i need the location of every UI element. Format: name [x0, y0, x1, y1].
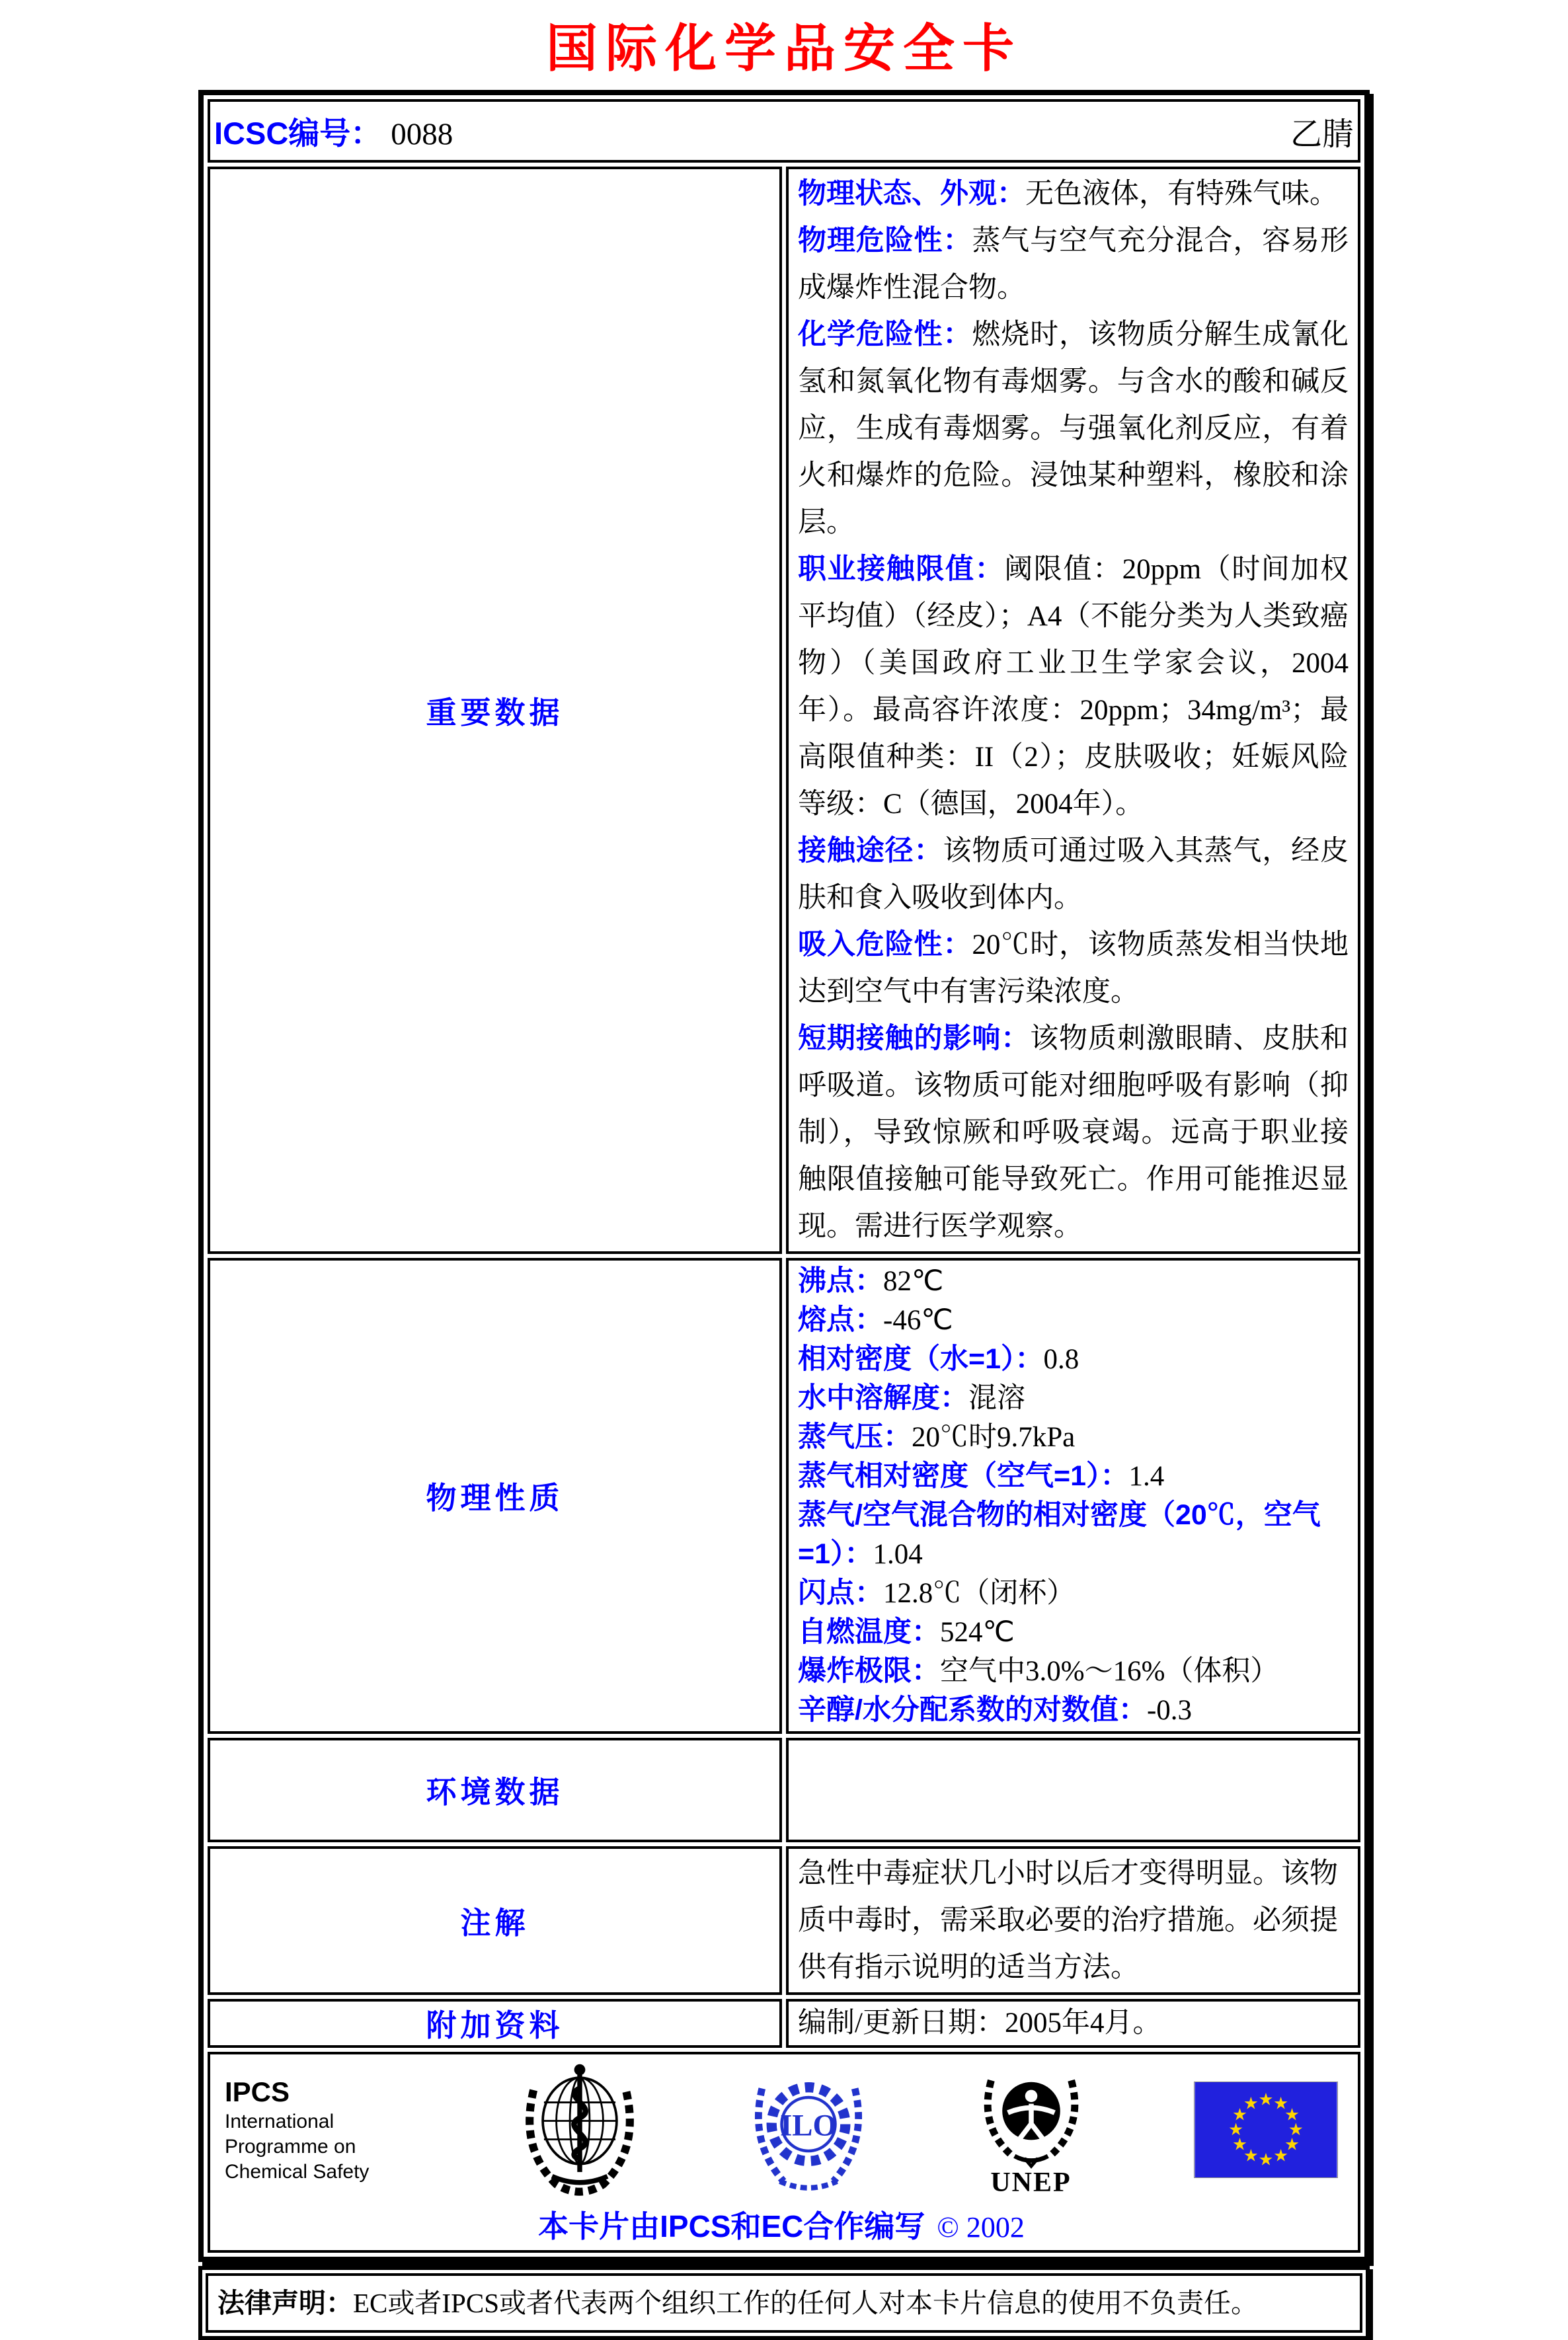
property-value: 0.8 [1043, 1344, 1079, 1375]
ipcs-text-block [225, 2075, 410, 2185]
important-data-content [786, 167, 1360, 1254]
important-data-item [798, 311, 1349, 546]
row-label-environmental-data: 环境数据 [208, 1738, 782, 1842]
property-value: 1.4 [1128, 1461, 1165, 1492]
row-label-physical-properties: 物理性质 [208, 1258, 782, 1734]
property-label: 水中溶解度： [798, 1382, 968, 1414]
legal-notice-table [198, 2266, 1370, 2340]
property-line [798, 1262, 1349, 1301]
additional-info-text: 编制/更新日期：2005年4月。 [798, 2008, 1161, 2039]
organizations-footer [208, 2052, 1360, 2253]
property-label: 蒸气相对密度（空气=1）： [798, 1460, 1129, 1492]
icsc-card-table [198, 90, 1370, 2262]
property-line [798, 1691, 1349, 1730]
property-label: 蒸气压： [798, 1421, 912, 1453]
important-data-item [798, 921, 1349, 1015]
property-value: 混溶 [968, 1383, 1025, 1414]
svg-text:★: ★ [1273, 2146, 1289, 2166]
property-line [798, 1574, 1349, 1613]
svg-text:ILO: ILO [780, 2107, 837, 2142]
item-label: 物理状态、外观： [798, 178, 1025, 210]
property-line [798, 1457, 1349, 1496]
physical-properties-content [786, 1258, 1360, 1734]
item-text: 该物质刺激眼睛、皮肤和呼吸道。该物质可能对细胞呼吸有影响（抑制），导致惊厥和呼吸衰竭。远高于职业接触限值接触可能导致死亡。作用可能推迟显现。需进行医学观察。 [798, 1023, 1349, 1242]
page-title: 国际化学品安全卡 [545, 20, 1022, 77]
property-value: 12.8℃（闭杯） [883, 1578, 1076, 1609]
row-label-important-data: 重要数据 [208, 167, 782, 1254]
legal-notice-label: 法律声明： [217, 2288, 353, 2318]
svg-text:★: ★ [1232, 2134, 1248, 2155]
svg-text:★: ★ [1228, 2120, 1244, 2140]
property-value: 82℃ [883, 1266, 944, 1297]
item-text: 蒸气与空气充分混合，容易形成爆炸性混合物。 [798, 225, 1349, 303]
caption-text: 本卡片由IPCS和EC合作编写 [538, 2209, 925, 2243]
card-header-row [208, 99, 1360, 163]
property-label: 熔点： [798, 1304, 883, 1336]
ipcs-line: Programme on [225, 2136, 356, 2158]
property-value: -0.3 [1146, 1695, 1193, 1726]
svg-text:★: ★ [1284, 2105, 1300, 2125]
ipcs-line: Chemical Safety [225, 2161, 370, 2183]
svg-text:★: ★ [1243, 2146, 1259, 2166]
property-line [798, 1613, 1349, 1652]
property-line [798, 1301, 1349, 1340]
svg-text:★: ★ [1284, 2134, 1300, 2155]
item-text: 阈限值：20ppm（时间加权平均值）（经皮）；A4（不能分类为人类致癌物）（美国政府工业卫生学家会议，2004年）。最高容许浓度：20ppm；34mg/m³；最高限值种类：II（2）；皮肤吸收；妊娠风险等级：C（德国，2004年）。 [798, 554, 1349, 820]
icsc-number-label: ICSC编号： [214, 115, 382, 151]
cooperation-caption [225, 2203, 1338, 2246]
svg-text:★: ★ [1273, 2093, 1289, 2114]
important-data-item [798, 1015, 1349, 1250]
property-line [798, 1652, 1349, 1691]
row-label-notes: 注解 [208, 1846, 782, 1995]
property-line [798, 1379, 1349, 1418]
item-label: 职业接触限值： [798, 553, 1005, 585]
legal-notice-text: EC或者IPCS或者代表两个组织工作的任何人对本卡片信息的使用不负责任。 [353, 2288, 1258, 2318]
icsc-number-group [214, 109, 453, 153]
additional-info-content [786, 1999, 1360, 2048]
svg-text:★: ★ [1243, 2093, 1259, 2114]
property-value: 524℃ [940, 1617, 1015, 1648]
property-value: 20℃时9.7kPa [912, 1422, 1076, 1453]
property-label: 闪点： [798, 1577, 883, 1609]
svg-text:★: ★ [1232, 2105, 1248, 2125]
property-line [798, 1340, 1349, 1379]
item-label: 物理危险性： [798, 225, 972, 256]
environmental-data-content [786, 1738, 1360, 1842]
icsc-number-value: 0088 [391, 116, 453, 151]
item-label: 短期接触的影响： [798, 1023, 1031, 1054]
item-text: 燃烧时，该物质分解生成氰化氢和氮氧化物有毒烟雾。与含水的酸和碱反应，生成有毒烟雾。与强氧化剂反应，有着火和爆炸的危险。浸蚀某种塑料，橡胶和涂层。 [798, 319, 1349, 538]
unep-wordmark: UNEP [990, 2167, 1072, 2198]
unep-logo-icon [975, 2064, 1087, 2196]
chemical-name: 乙腈 [1290, 116, 1354, 152]
property-value: 1.04 [873, 1539, 923, 1570]
item-text: 无色液体，有特殊气味。 [1025, 178, 1338, 210]
property-label: 辛醇/水分配系数的对数值： [798, 1694, 1147, 1726]
property-label: 自燃温度： [798, 1616, 940, 1648]
item-label: 化学危险性： [798, 319, 972, 350]
important-data-item [798, 546, 1349, 828]
property-value: 空气中3.0%～16%（体积） [940, 1656, 1279, 1687]
property-label: 爆炸极限： [798, 1655, 940, 1687]
notes-text: 急性中毒症状几小时以后才变得明显。该物质中毒时，需采取必要的治疗措施。必须提供有指示说明的适当方法。 [798, 1858, 1338, 1983]
property-line [798, 1496, 1349, 1574]
legal-notice-cell [206, 2273, 1362, 2333]
property-line [798, 1418, 1349, 1457]
item-text: 该物质可通过吸入其蒸气，经皮肤和食入吸收到体内。 [798, 836, 1349, 914]
property-value: -46℃ [883, 1305, 953, 1336]
ipcs-acronym: IPCS [225, 2076, 290, 2107]
svg-text:★: ★ [1288, 2120, 1304, 2140]
property-label: 相对密度（水=1）： [798, 1343, 1044, 1375]
property-label: 蒸气/空气混合物的相对密度（20℃，空气=1）： [798, 1499, 1321, 1570]
copyright-text: © 2002 [937, 2211, 1025, 2243]
row-label-additional-info: 附加资料 [208, 1999, 782, 2048]
important-data-item [798, 828, 1349, 921]
item-label: 吸入危险性： [798, 929, 972, 960]
item-text: 20℃时，该物质蒸发相当快地达到空气中有害污染浓度。 [798, 929, 1349, 1007]
ipcs-line: International [225, 2111, 334, 2132]
svg-text:★: ★ [1258, 2150, 1274, 2170]
notes-content [786, 1846, 1360, 1995]
property-label: 沸点： [798, 1265, 883, 1297]
who-logo-icon [517, 2062, 643, 2198]
ilo-logo-icon [749, 2062, 868, 2198]
eu-flag-icon [1194, 2082, 1338, 2178]
important-data-item [798, 217, 1349, 311]
svg-text:★: ★ [1258, 2089, 1274, 2110]
item-label: 接触途径： [798, 835, 943, 867]
important-data-item [798, 171, 1349, 217]
